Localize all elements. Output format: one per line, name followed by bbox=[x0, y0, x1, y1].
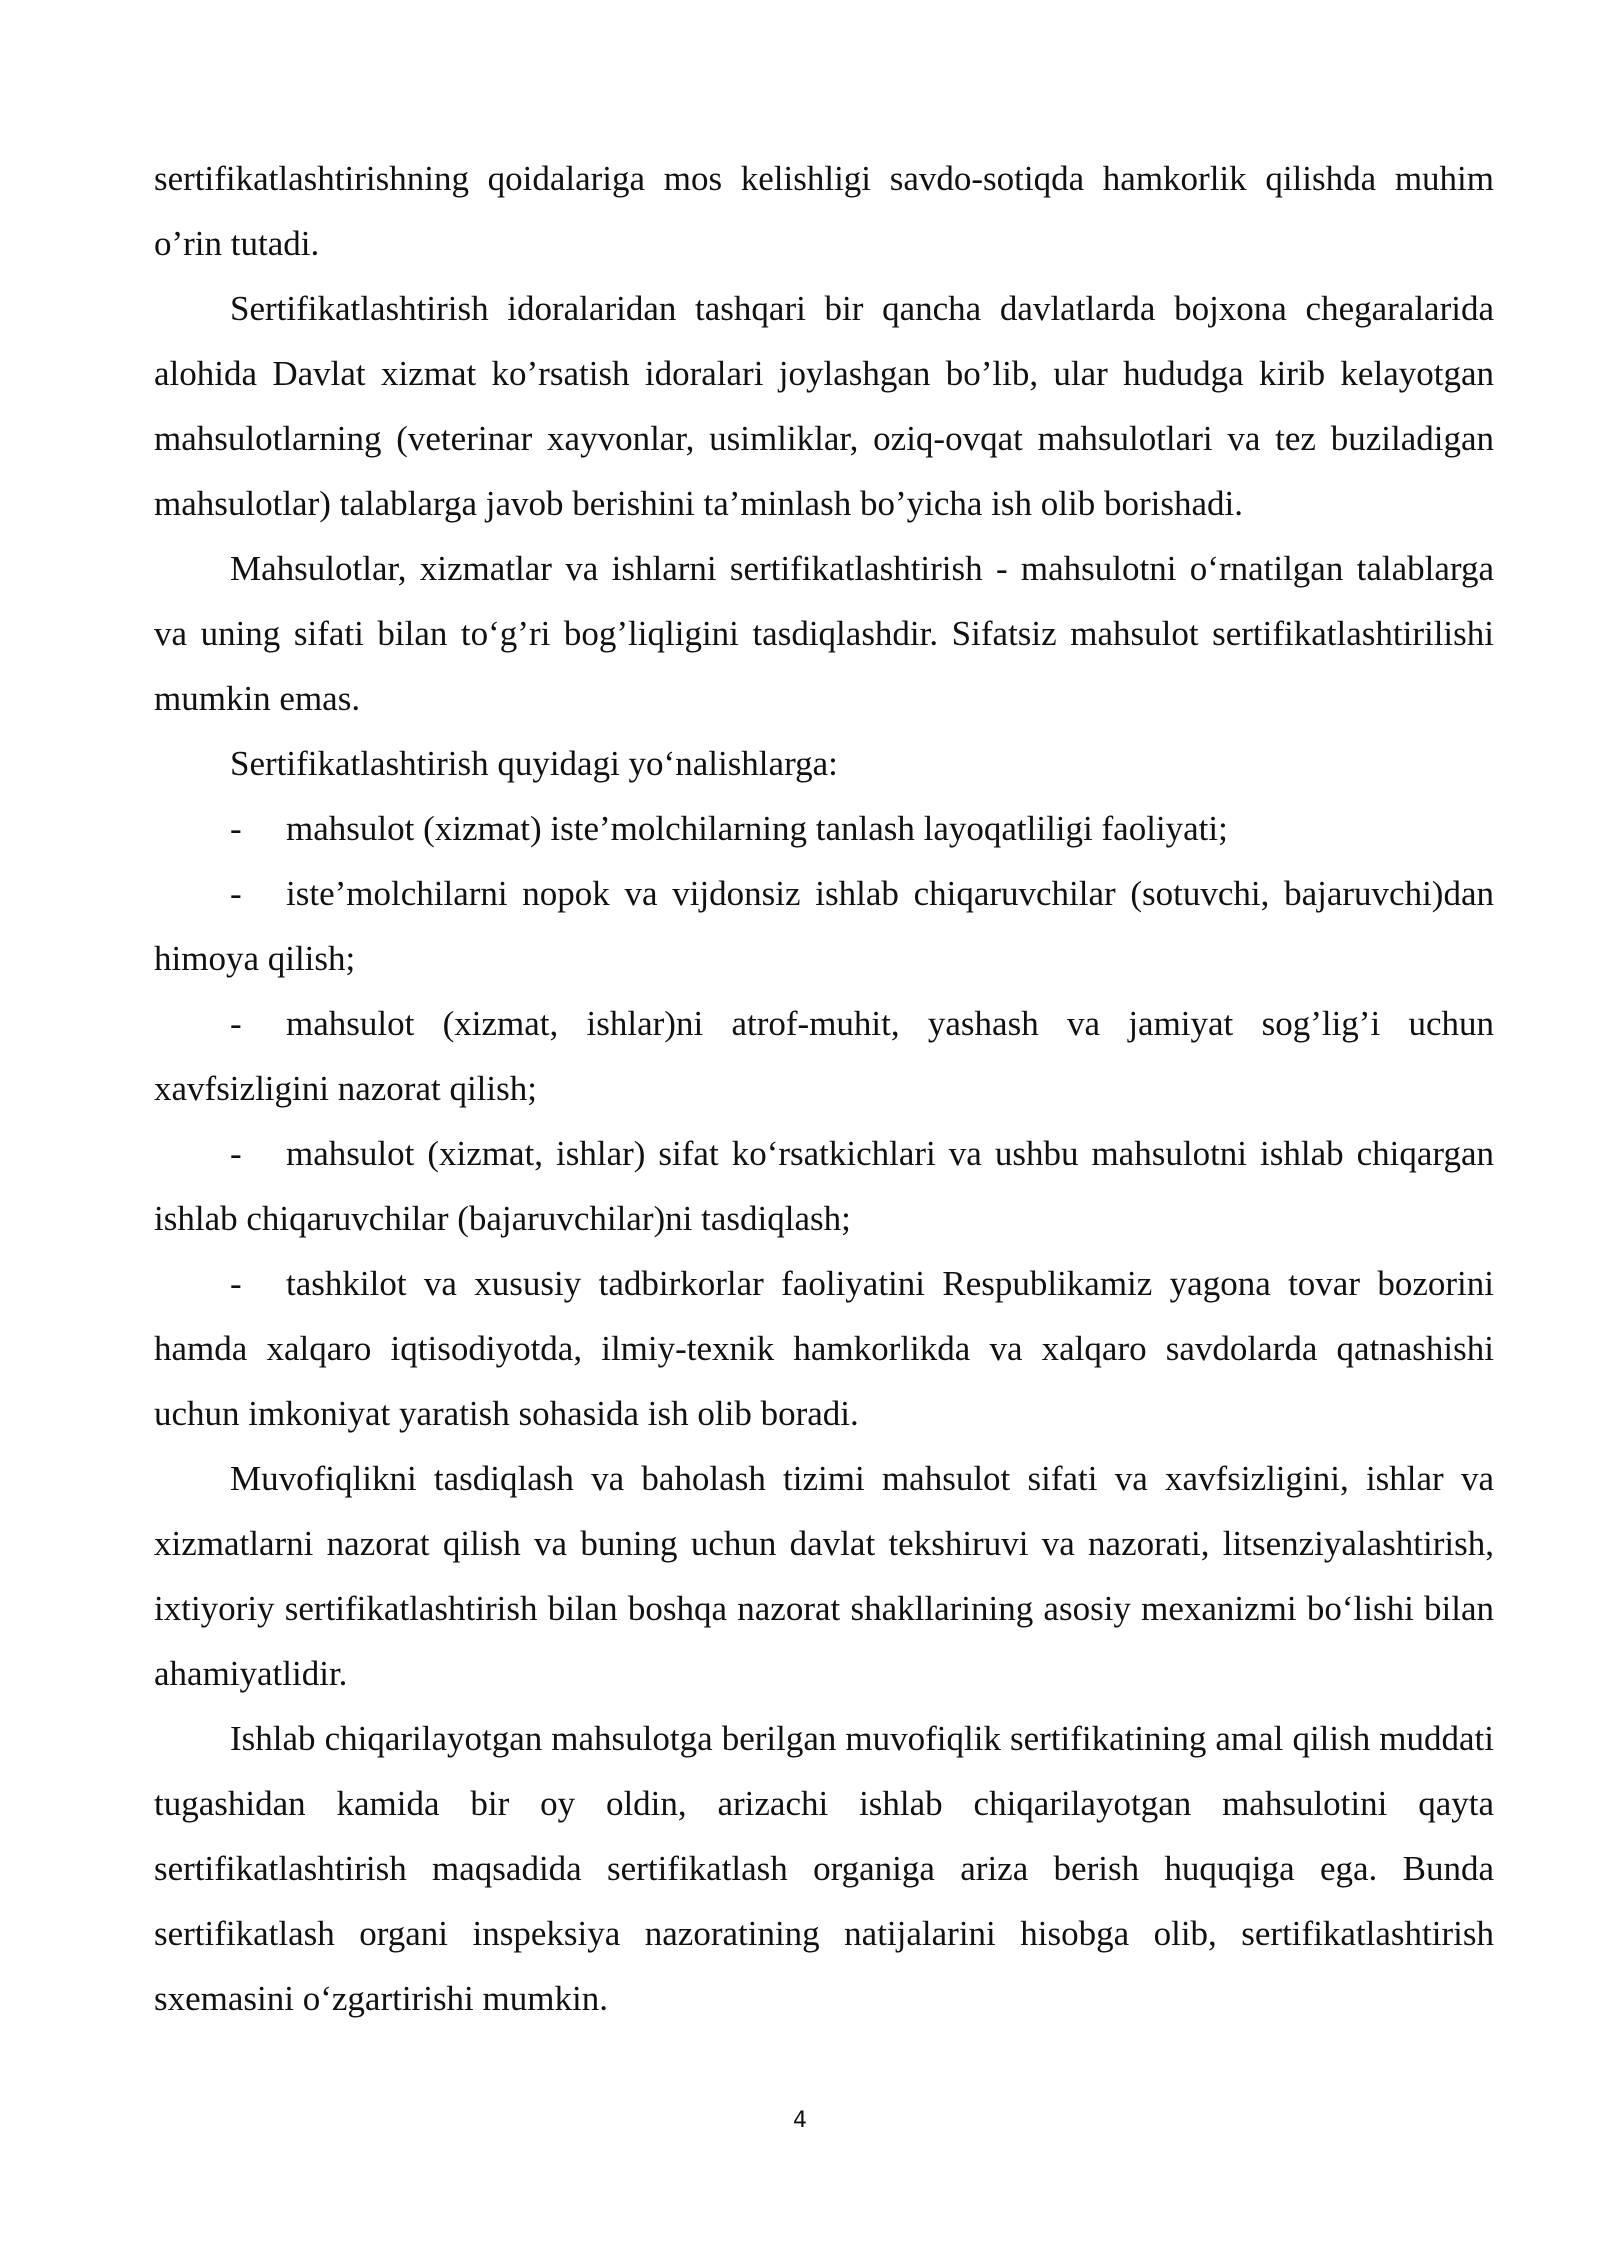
list-item-text: tashkilot va xususiy tadbirkorlar faoliyatini Respublikamiz yagona tovar bozorini hamda xalqaro iqtisodiyotda, ilmiy-texnik hamkorlikda va xalqaro savdolarda qatnashishi uchun imkoniyat yaratish sohasida ish olib boradi. bbox=[154, 1264, 1494, 1433]
list-item-text: mahsulot (xizmat, ishlar) sifat ko‘rsatkichlari va ushbu mahsulotni ishlab chiqargan ishlab chiqaruvchilar (bajaruvchilar)ni tasdiqlash; bbox=[154, 1134, 1494, 1238]
list-dash: - bbox=[230, 1264, 242, 1303]
list-item-text: mahsulot (xizmat) iste’molchilarning tanlash layoqatliligi faoliyati; bbox=[286, 809, 1228, 848]
paragraph-continuation: sertifikatlashtirishning qoidalariga mos kelishligi savdo-sotiqda hamkorlik qilishda muhim o’rin tutadi. bbox=[154, 159, 1494, 263]
paragraph-certification-definition: Mahsulotlar, xizmatlar va ishlarni sertifikatlashtirish - mahsulotni o‘rnatilgan talablarga va uning sifati bilan to‘g’ri bog’liqligini tasdiqlashdir. Sifatsiz mahsulot sertifikatlashtirilishi mumkin emas. bbox=[154, 549, 1494, 718]
paragraph-recertification: Ishlab chiqarilayotgan mahsulotga berilgan muvofiqlik sertifikatining amal qilish muddati tugashidan kamida bir oy oldin, arizachi ishlab chiqarilayotgan mahsulotini qayta sertifikatlashtirish maqsadida sertifikatlash organiga ariza berish huquqiga ega. Bunda sertifikatlash organi inspeksiya nazoratining natijalarini hisobga olib, sertifikatlashtirish sxemasini o‘zgartirishi mumkin. bbox=[154, 1719, 1494, 2018]
paragraph-conformity-system: Muvofiqlikni tasdiqlash va baholash tizimi mahsulot sifati va xavfsizligini, ishlar va xizmatlarni nazorat qilish va buning uchun davlat tekshiruvi va nazorati, litsenziyalashtirish, ixtiyoriy sertifikatlashtirish bilan boshqa nazorat shakllarining asosiy mexanizmi bo‘lishi bilan ahamiyatlidir. bbox=[154, 1459, 1494, 1693]
list-item-text: mahsulot (xizmat, ishlar)ni atrof-muhit, yashash va jamiyat sog’lig’i uchun xavfsizligini nazorat qilish; bbox=[154, 1004, 1494, 1108]
list-item-text: iste’molchilarni nopok va vijdonsiz ishlab chiqaruvchilar (sotuvchi, bajaruvchi)dan himoya qilish; bbox=[154, 874, 1494, 978]
list-item bbox=[154, 796, 1494, 861]
list-item bbox=[154, 1251, 1494, 1446]
paragraph-directions-intro: Sertifikatlashtirish quyidagi yo‘nalishlarga: bbox=[230, 744, 838, 783]
list-item bbox=[154, 991, 1494, 1121]
list-dash: - bbox=[230, 1004, 242, 1043]
list-dash: - bbox=[230, 874, 242, 913]
list-dash: - bbox=[230, 1134, 242, 1173]
document-page bbox=[154, 146, 1494, 2031]
list-item bbox=[154, 1121, 1494, 1251]
paragraph-border-services: Sertifikatlashtirish idoralaridan tashqari bir qancha davlatlarda bojxona chegaralarida alohida Davlat xizmat ko’rsatish idoralari joylashgan bo’lib, ular hududga kirib kelayotgan mahsulotlarning (veterinar xayvonlar, usimliklar, oziq-ovqat mahsulotlari va tez buziladigan mahsulotlar) talablarga javob berishini ta’minlash bo’yicha ish olib borishadi. bbox=[154, 289, 1494, 523]
directions-list bbox=[154, 796, 1494, 1446]
page-number: 4 bbox=[793, 2108, 807, 2133]
list-item bbox=[154, 861, 1494, 991]
list-dash: - bbox=[230, 809, 242, 848]
